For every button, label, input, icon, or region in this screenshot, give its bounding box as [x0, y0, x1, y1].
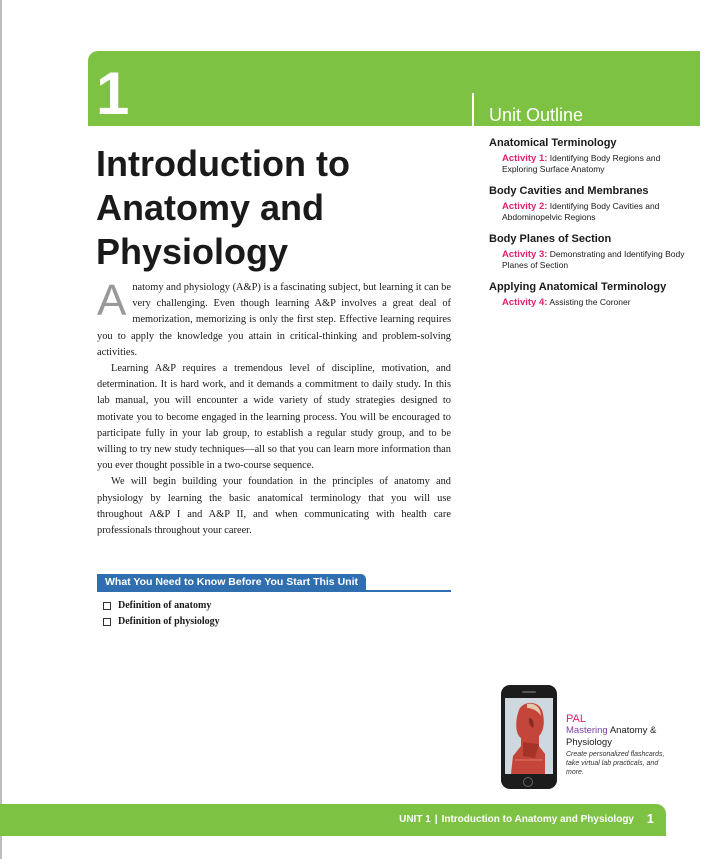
outline-section	[489, 281, 695, 308]
header-divider	[472, 93, 474, 133]
running-footer	[399, 814, 634, 825]
chapter-number: 1	[96, 60, 130, 127]
chapter-title: Introduction to Anatomy and Physiology	[96, 143, 350, 272]
activity-label: Activity 3:	[502, 249, 548, 260]
pal-product-name	[566, 725, 676, 748]
prerequisites-list	[103, 600, 451, 627]
activity-text: Assisting the Coroner	[549, 297, 631, 307]
footer-separator: |	[434, 814, 438, 825]
unit-outline	[489, 137, 695, 318]
prerequisite-item	[103, 600, 451, 611]
footer-unit: UNIT 1	[399, 814, 431, 825]
outline-section-title: Anatomical Terminology	[489, 137, 617, 149]
anatomical-head-illustration	[505, 698, 553, 774]
pal-promo	[566, 713, 676, 777]
intro-paragraph-1	[97, 276, 451, 361]
prerequisites-box	[97, 572, 451, 632]
phone-screen	[505, 698, 553, 774]
outline-section-title: Body Cavities and Membranes	[489, 185, 649, 197]
intro-paragraph-3: We will begin building your foundation in the principles of anatomy and physiology by learning the basic anatomical terminology that you will use throughout A&P I and A&P II, and when communicating with health care professionals throughout your career.	[97, 476, 451, 537]
outline-activity	[489, 201, 695, 223]
phone-illustration	[501, 685, 557, 789]
outline-section	[489, 137, 695, 175]
outline-section	[489, 233, 695, 271]
unit-outline-title: Unit Outline	[489, 105, 584, 125]
prerequisites-rule	[97, 590, 451, 592]
prerequisite-item	[103, 616, 451, 627]
page-edge-rule	[0, 0, 2, 859]
drop-cap: A	[97, 276, 127, 325]
pal-logo: PAL	[566, 713, 586, 725]
activity-label: Activity 4:	[502, 297, 548, 308]
activity-text: Demonstrating and Identifying Body Planes of Section	[502, 249, 685, 270]
footer-title: Introduction to Anatomy and Physiology	[441, 814, 634, 825]
outline-activity	[489, 249, 695, 271]
outline-activity	[489, 297, 695, 308]
activity-text: Identifying Body Regions and Exploring Surface Anatomy	[502, 153, 661, 174]
outline-section	[489, 185, 695, 223]
page-number: 1	[646, 811, 654, 826]
outline-section-title: Applying Anatomical Terminology	[489, 281, 667, 293]
intro-body	[97, 276, 451, 539]
phone-home-button	[523, 777, 533, 787]
footer-band	[0, 804, 666, 836]
checkbox-icon	[103, 602, 111, 610]
pal-product: Anatomy & Physiology	[566, 725, 657, 748]
intro-paragraph-2: Learning A&P requires a tremendous level of discipline, motivation, and determination. It is hard work, and it demands a commitment to daily study. In this lab manual, you will encounter a wide variety of study strategies designed to motivate you to become engaged in the learning process. You will be encouraged to participate fully in your lab group, to establish a regular study group, and to be willing to try new study techniques—all so that you can learn more information than you ever thought possible in a two-course sequence.	[97, 363, 451, 472]
outline-section-title: Body Planes of Section	[489, 233, 612, 245]
prerequisites-header: What You Need to Know Before You Start This Unit	[97, 574, 366, 590]
activity-label: Activity 2:	[502, 201, 548, 212]
phone-speaker	[522, 691, 536, 693]
activity-label: Activity 1:	[502, 153, 548, 164]
prerequisite-label: Definition of anatomy	[118, 600, 212, 611]
prerequisite-label: Definition of physiology	[118, 616, 220, 627]
pal-description: Create personalized flashcards, take virtual lab practicals, and more.	[566, 751, 665, 776]
checkbox-icon	[103, 618, 111, 626]
chapter-header-band	[88, 51, 700, 126]
paragraph-1-text: natomy and physiology (A&P) is a fascinating subject, but learning it can be very challenging. Even though learning A&P involves a great deal of memorization, memorizing is only the first step. Effective learning requires you to apply the knowledge you attain in critical-thinking and problem-solving activities.	[97, 282, 451, 358]
activity-text: Identifying Body Cavities and Abdominopelvic Regions	[502, 201, 660, 222]
outline-activity	[489, 153, 695, 175]
pal-brand: Mastering	[566, 725, 608, 736]
